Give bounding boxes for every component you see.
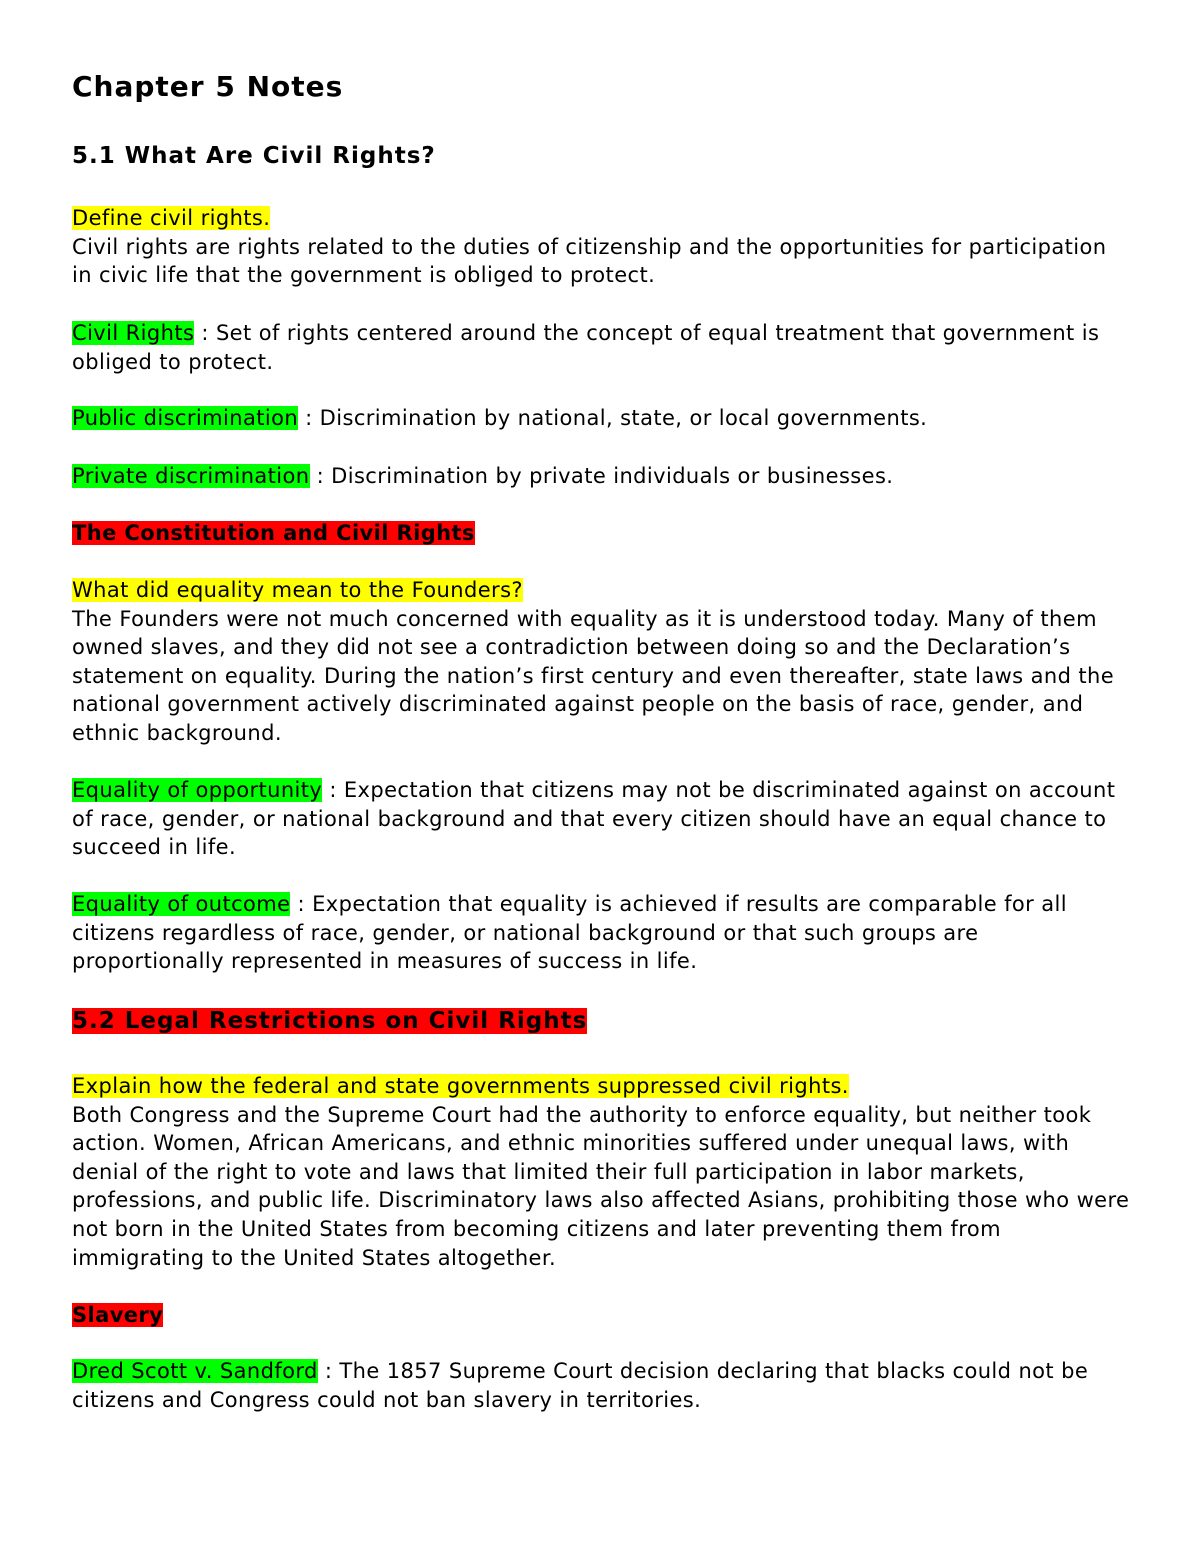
term-equality-of-opportunity [72, 776, 1132, 862]
section-heading-5-2: 5.2 Legal Restrictions on Civil Rights [72, 1008, 588, 1034]
term-equality-of-outcome [72, 890, 1132, 976]
term-definition: : The 1857 Supreme Court decision declaring that blacks could not be citizens and Congress could not ban slavery in territories. [72, 1359, 1089, 1412]
answer-founders-equality: The Founders were not much concerned with equality as it is understood today. Many of them owned slaves, and they did not see a contradiction between doing so and the Declaration’s statement on equality. During the nation’s first century and even thereafter, state laws and the national government actively discriminated against people on the basis of race, gender, and ethnic background. [72, 606, 1115, 745]
define-civil-rights-block [72, 204, 1132, 290]
term-label: Dred Scott v. Sandford [72, 1359, 318, 1383]
term-definition: : Set of rights centered around the concept of equal treatment that government is obliged to protect. [72, 321, 1100, 374]
answer-define-civil-rights: Civil rights are rights related to the duties of citizenship and the opportunities for participation in civic life that the government is obliged to protect. [72, 234, 1107, 288]
document-title: Chapter 5 Notes [72, 70, 344, 103]
term-definition: : Expectation that citizens may not be discriminated against on account of race, gender, or national background and that every citizen should have an equal chance to succeed in life. [72, 778, 1116, 860]
term-definition: : Expectation that equality is achieved if results are comparable for all citizens regardless of race, gender, or national background or that such groups are proportionally represented in measures of success in life. [72, 892, 1067, 974]
term-civil-rights [72, 319, 1132, 376]
term-public-discrimination [72, 404, 1132, 433]
explain-suppression-block [72, 1072, 1132, 1272]
term-label: Equality of opportunity [72, 778, 323, 802]
section-heading-5-1: 5.1 What Are Civil Rights? [72, 143, 436, 169]
subheading-constitution: The Constitution and Civil Rights [72, 521, 475, 545]
term-label: Public discrimination [72, 406, 299, 430]
term-private-discrimination [72, 462, 1132, 491]
term-label: Equality of outcome [72, 892, 291, 916]
subheading-slavery: Slavery [72, 1303, 164, 1327]
question-define-civil-rights: Define civil rights. [72, 206, 271, 230]
question-explain-suppression: Explain how the federal and state governments suppressed civil rights. [72, 1074, 849, 1098]
term-label: Private discrimination [72, 464, 310, 488]
term-dred-scott [72, 1357, 1132, 1414]
term-label: Civil Rights [72, 321, 195, 345]
answer-explain-suppression: Both Congress and the Supreme Court had the authority to enforce equality, but neither took action. Women, African Americans, and ethnic minorities suffered under unequal laws, with denial of the right to vote and laws that limited their full participation in labor markets, professions, and public life. Discriminatory laws also affected Asians, prohibiting those who were not born in the United States from becoming citizens and later preventing them from immigrating to the United States altogether. [72, 1102, 1130, 1270]
term-definition: : Discrimination by national, state, or local governments. [298, 406, 928, 430]
founders-equality-block [72, 576, 1132, 748]
question-founders-equality: What did equality mean to the Founders? [72, 578, 523, 602]
term-definition: : Discrimination by private individuals or businesses. [309, 464, 894, 488]
